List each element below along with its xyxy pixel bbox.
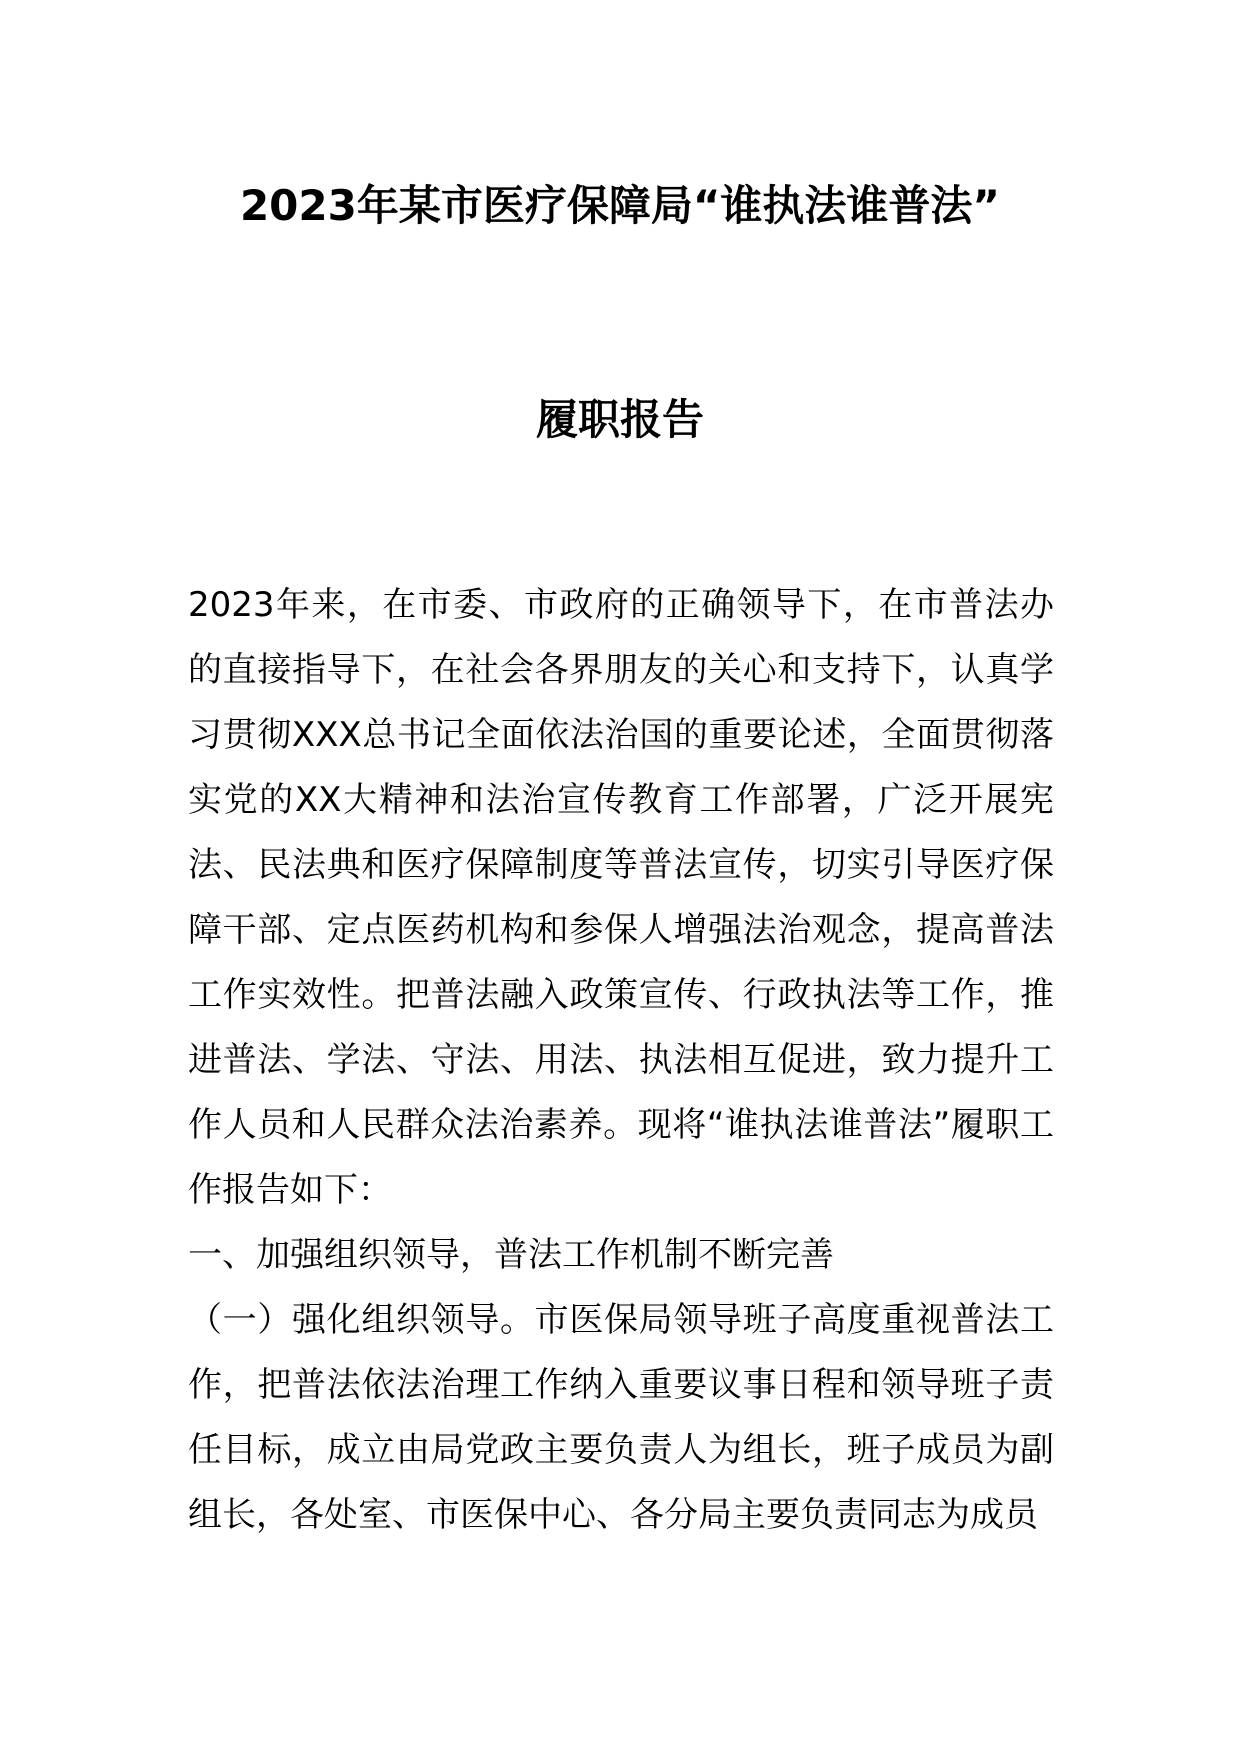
subsection-paragraph-1: （一）强化组织领导。市医保局领导班子高度重视普法工作，把普法依法治理工作纳入重要议事日程和领导班子责任目标，成立由局党政主要负责人为组长，班子成员为副组长，各处室、市医保中心、各分局主要负责同志为成员 <box>188 1300 1054 1535</box>
document-title-line-2: 履职报告 <box>535 395 704 444</box>
intro-paragraph: 2023年来，在市委、市政府的正确领导下，在市普法办的直接指导下，在社会各界朋友的关心和支持下，认真学习贯彻XXX总书记全面依法治国的重要论述，全面贯彻落实党的XX大精神和法治宣传教育工作部署，广泛开展宪法、民法典和医疗保障制度等普法宣传，切实引导医疗保障干部、定点医药机构和参保人增强法治观念，提高普法工作实效性。把普法融入政策宣传、行政执法等工作，推进普法、学法、守法、用法、执法相互促进，致力提升工作人员和人民群众法治素养。现将“谁执法谁普法”履职工作报告如下： <box>188 585 1054 1210</box>
document-body <box>188 573 1054 1548</box>
section-heading-1: 一、加强组织领导，普法工作机制不断完善 <box>188 1235 834 1275</box>
document-title-line-1: 2023年某市医疗保障局“谁执法谁普法” <box>239 181 1001 230</box>
